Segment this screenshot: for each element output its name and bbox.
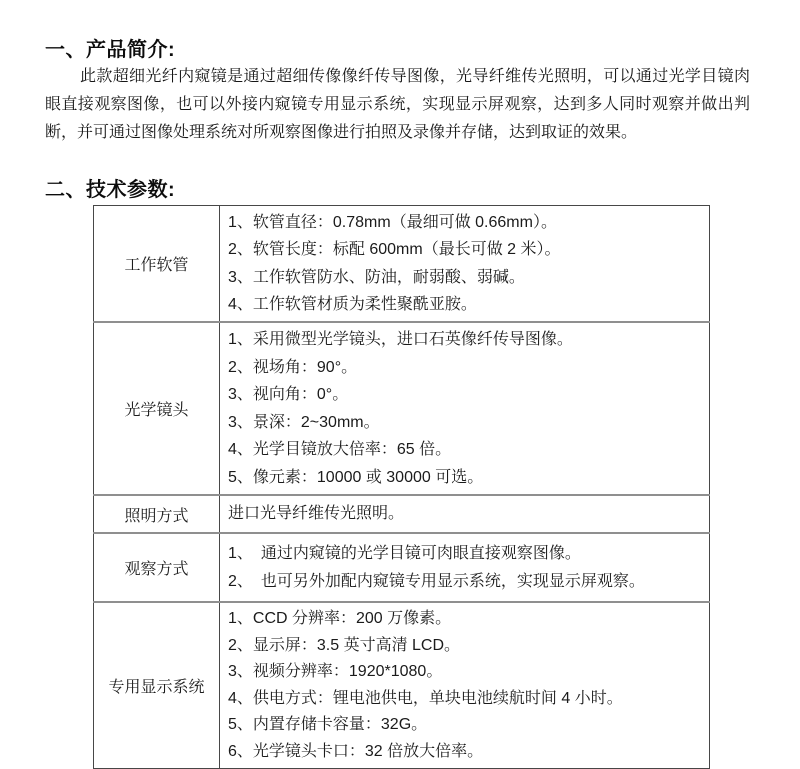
spec-line: 2、软管长度：标配 600mm（最长可做 2 米）。 [228, 241, 561, 258]
spec-line: 4、工作软管材质为柔性聚酰亚胺。 [228, 296, 477, 313]
spec-line: 3、工作软管防水、防油，耐弱酸、弱碱。 [228, 268, 525, 286]
spec-row [94, 602, 710, 769]
spec-line: 进口光导纤维传光照明。 [228, 505, 405, 523]
spec-content-cell [220, 602, 710, 769]
spec-label-cell: 专用显示系统 [94, 602, 220, 769]
spec-content-cell [220, 533, 710, 602]
spec-content-cell [220, 495, 710, 533]
spec-line: 1、 通过内窥镜的光学目镜可肉眼直接观察图像。 [228, 545, 581, 562]
spec-line: 4、供电方式：锂电池供电，单块电池续航时间 4 小时。 [228, 689, 623, 707]
spec-row [94, 533, 710, 602]
spec-content-cell [220, 322, 710, 495]
spec-line: 3、视频分辨率：1920*1080。 [228, 663, 443, 680]
spec-line: 5、像元素：10000 或 30000 可选。 [228, 468, 484, 486]
spec-line: 2、显示屏：3.5 英寸高清 LCD。 [228, 636, 461, 654]
spec-line: 3、视向角：0°。 [228, 386, 349, 403]
spec-row [94, 495, 710, 533]
spec-label-cell: 工作软管 [94, 206, 220, 323]
spec-line: 5、内置存储卡容量：32G。 [228, 716, 428, 733]
spec-line: 3、景深：2~30mm。 [228, 413, 380, 431]
spec-label-cell: 照明方式 [94, 495, 220, 533]
spec-table-body [94, 206, 710, 769]
section-1-heading: 一、产品简介: [45, 39, 176, 61]
spec-line: 6、光学镜头卡口：32 倍放大倍率。 [228, 742, 484, 760]
spec-content-cell [220, 206, 710, 323]
spec-line: 1、CCD 分辨率：200 万像素。 [228, 610, 452, 627]
spec-table [93, 205, 710, 769]
spec-line: 4、光学目镜放大倍率：65 倍。 [228, 441, 452, 458]
product-intro-paragraph: 此款超细光纤内窥镜是通过超细传像像纤传导图像，光导纤维传光照明，可以通过光学目镜肉眼直接观察图像，也可以外接内窥镜专用显示系统，实现显示屏观察，达到多人同时观察并做出判断，并可通过图像处理系统对所观察图像进行拍照及录像并存储，达到取证的效果。 [45, 68, 750, 141]
spec-line: 2、 也可另外加配内窥镜专用显示系统，实现显示屏观察。 [228, 572, 645, 590]
spec-line: 1、采用微型光学镜头，进口石英像纤传导图像。 [228, 331, 573, 348]
spec-line: 2、视场角：90°。 [228, 358, 358, 376]
spec-line: 1、软管直径：0.78mm（最细可做 0.66mm）。 [228, 213, 557, 231]
spec-row [94, 206, 710, 323]
section-2-heading: 二、技术参数: [45, 179, 176, 201]
spec-label-cell: 观察方式 [94, 533, 220, 602]
spec-label-cell: 光学镜头 [94, 322, 220, 495]
spec-row [94, 322, 710, 495]
